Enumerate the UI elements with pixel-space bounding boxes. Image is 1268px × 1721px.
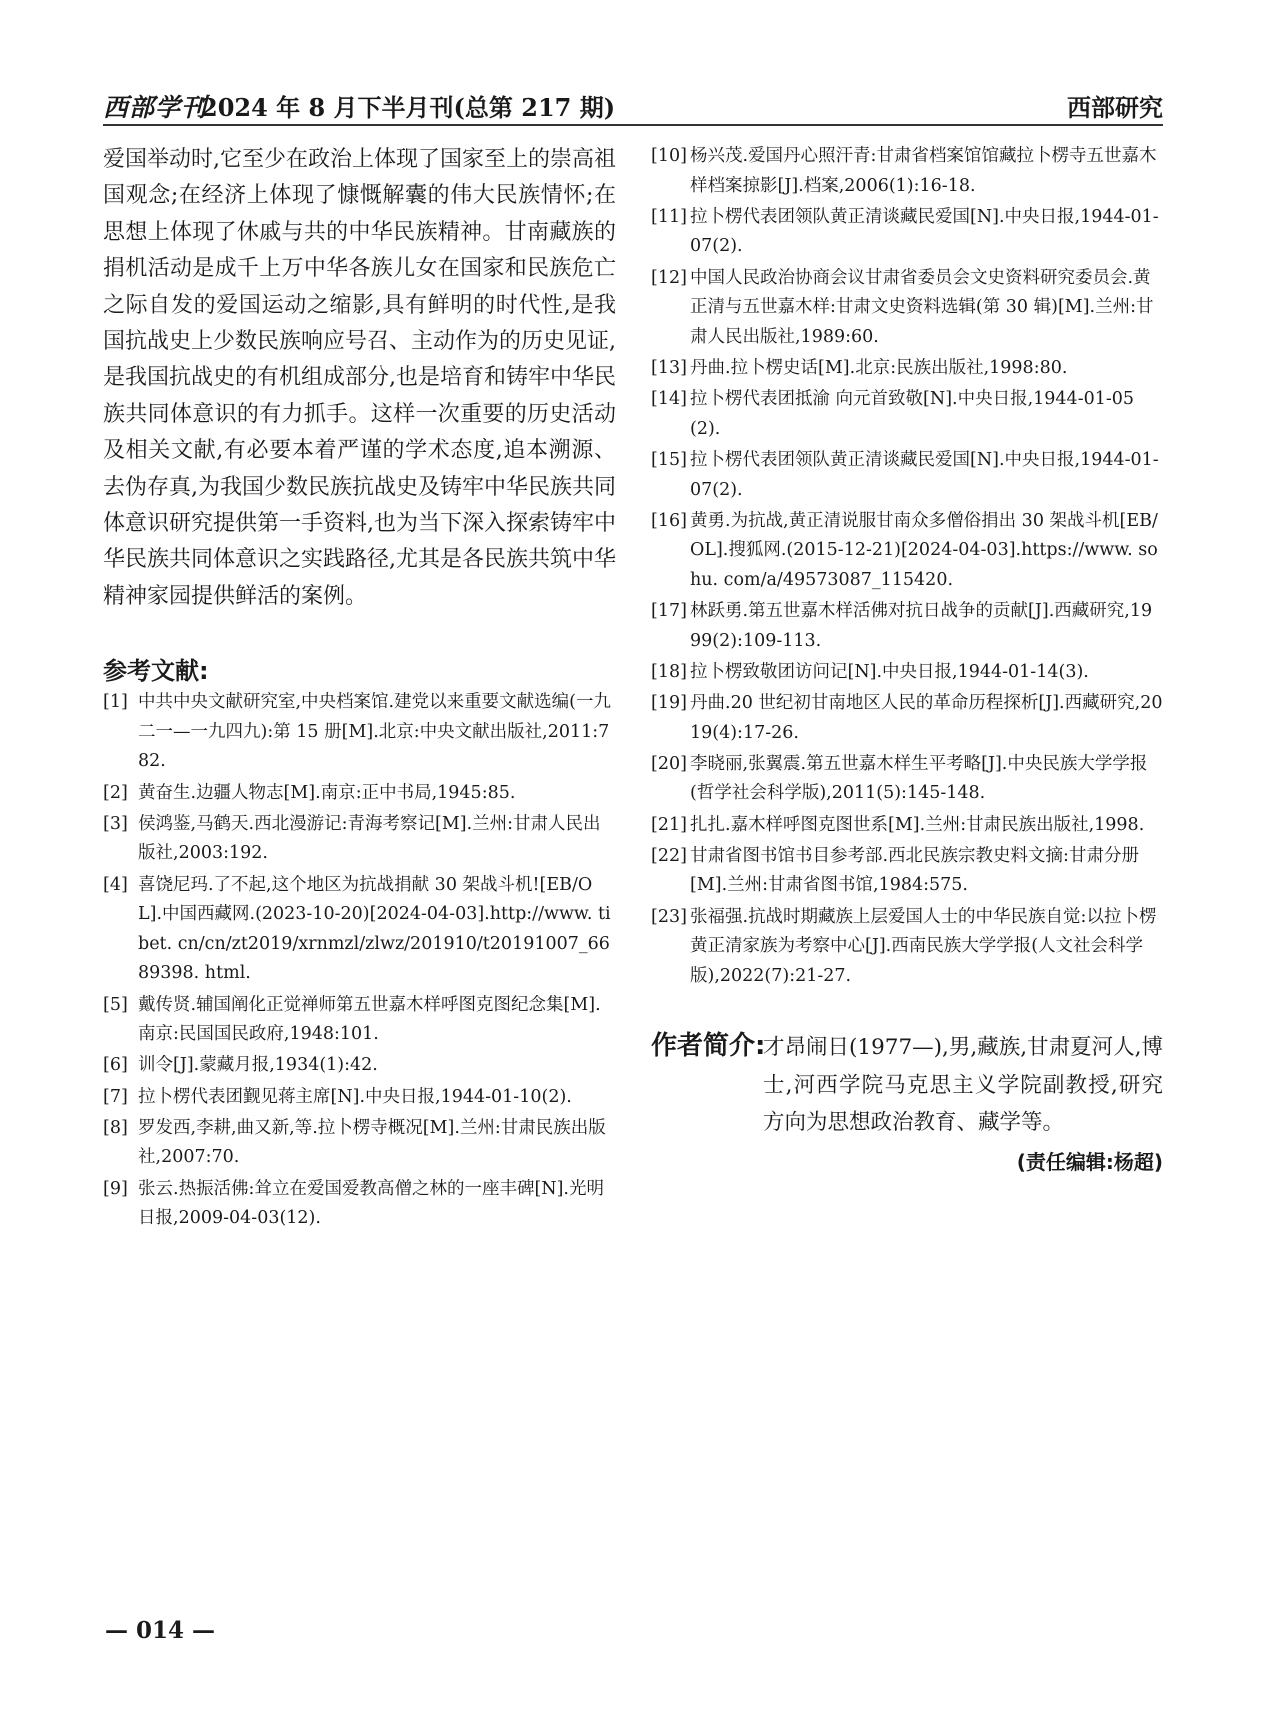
reference-number: [22] [651, 845, 687, 866]
reference-text: 林跃勇.第五世嘉木样活佛对抗日战争的贡献[J].西藏研究,1999(2):109-113. [690, 601, 1153, 651]
body-paragraph: 爱国举动时,它至少在政治上体现了国家至上的崇高祖国观念;在经济上体现了慷慨解囊的伟大民族情怀;在思想上体现了休戚与共的中华民族精神。甘南藏族的捐机活动是成千上万中华各族儿女在国家和民族危亡之际自发的爱国运动之缩影,具有鲜明的时代性,是我国抗战史上少数民族响应号召、主动作为的历史见证,是我国抗战史的有机组成部分,也是培育和铸牢中华民族共同体意识的有力抓手。这样一次重要的历史活动及相关文献,有必要本着严谨的学术态度,追本溯源、去伪存真,为我国少数民族抗战史及铸牢中华民族共同体意识研究提供第一手资料,也为当下深入探索铸牢中华民族共同体意识之实践路径,尤其是各民族共筑中华精神家园提供鲜活的案例。 [103, 147, 616, 609]
reference-item [651, 142, 1163, 201]
reference-number: [6] [103, 1055, 128, 1076]
reference-item [651, 203, 1163, 262]
reference-text: 拉卜楞代表团领队黄正清谈藏民爱国[N].中央日报,1944-01-07(2). [690, 449, 1159, 500]
reference-number: [5] [103, 994, 128, 1015]
reference-text: 罗发西,李耕,曲又新,等.拉卜楞寺概况[M].兰州:甘肃民族出版社,2007:70. [138, 1117, 606, 1168]
reference-number: [9] [103, 1178, 128, 1199]
reference-text: 拉卜楞代表团领队黄正清谈藏民爱国[N].中央日报,1944-01-07(2). [690, 206, 1159, 257]
reference-item [651, 264, 1163, 353]
journal-logo: 西部学刊 [103, 93, 208, 122]
reference-text: 张云.热振活佛:耸立在爱国爱教高僧之林的一座丰碑[N].光明日报,2009-04-03(12). [138, 1178, 604, 1229]
reference-number: [2] [103, 782, 128, 803]
reference-text: 张福强.抗战时期藏族上层爱国人士的中华民族自觉:以拉卜楞黄正清家族为考察中心[J].西南民族大学学报(人文社会科学版),2022(7):21-27. [690, 906, 1157, 986]
running-header [103, 88, 1163, 122]
reference-item [651, 354, 1163, 384]
reference-number: [1] [103, 692, 128, 713]
reference-text: 李晓丽,张翼震.第五世嘉木样生平考略[J].中央民族大学学报(哲学社会科学版),2011(5):145-148. [690, 753, 1148, 804]
header-rule [103, 124, 1163, 126]
reference-item [651, 750, 1163, 809]
author-text: 才昂闹日(1977—),男,藏族,甘肃夏河人,博士,河西学院马克思主义学院副教授,研究方向为思想政治教育、藏学等。 [763, 1035, 1163, 1136]
reference-item [103, 810, 616, 869]
reference-number: [11] [651, 206, 687, 227]
reference-item [103, 1114, 616, 1173]
reference-text: 丹曲.拉卜楞史话[M].北京:民族出版社,1998:80. [690, 357, 1068, 378]
reference-text: 拉卜楞致敬团访问记[N].中央日报,1944-01-14(3). [690, 661, 1089, 682]
reference-number: [17] [651, 601, 687, 622]
reference-number: [8] [103, 1117, 128, 1138]
reference-text: 黄奋生.边疆人物志[M].南京:正中书局,1945:85. [138, 782, 516, 803]
reference-number: [14] [651, 389, 687, 410]
author-bio [651, 1029, 1163, 1142]
reference-number: [7] [103, 1086, 128, 1107]
reference-item [651, 903, 1163, 992]
reference-item [103, 1051, 616, 1081]
reference-item [651, 658, 1163, 688]
reference-item [651, 507, 1163, 596]
reference-text: 拉卜楞代表团觐见蒋主席[N].中央日报,1944-01-10(2). [138, 1086, 572, 1107]
section-name: 西部研究 [1067, 94, 1163, 122]
reference-number: [19] [651, 693, 687, 714]
reference-text: 侯鸿鉴,马鹤天.西北漫游记:青海考察记[M].兰州:甘肃人民出版社,2003:192. [138, 813, 601, 864]
reference-text: 喜饶尼玛.了不起,这个地区为抗战捐献 30 架战斗机![EB/OL].中国西藏网.(2023-10-20)[2024-04-03].http://www. tibet. cn/cn/zt2019/xrnmzl/zlwz/201910/t20191007_6689398. html. [138, 874, 611, 984]
reference-item [651, 446, 1163, 505]
reference-text: 戴传贤.辅国阐化正觉禅师第五世嘉木样呼图克图纪念集[M].南京:民国国民政府,1948:101. [138, 994, 601, 1045]
reference-item [651, 842, 1163, 901]
left-column [103, 142, 616, 1235]
reference-number: [18] [651, 661, 687, 682]
responsible-editor: (责任编辑:杨超) [1016, 1149, 1163, 1174]
reference-number: [16] [651, 510, 687, 531]
reference-item [103, 871, 616, 989]
reference-text: 丹曲.20 世纪初甘南地区人民的革命历程探析[J].西藏研究,2019(4):17-26. [690, 693, 1163, 743]
reference-number: [13] [651, 357, 687, 378]
reference-item [103, 779, 616, 809]
reference-item [651, 385, 1163, 444]
reference-number: [20] [651, 753, 687, 774]
issue-info: 2024 年 8 月下半月刊(总第 217 期) [201, 93, 616, 122]
references-heading: 参考文献: [103, 657, 209, 686]
reference-item [103, 1175, 616, 1234]
right-column [651, 142, 1163, 1175]
reference-number: [12] [651, 267, 687, 288]
reference-item [651, 597, 1163, 656]
reference-text: 中国人民政治协商会议甘肃省委员会文史资料研究委员会.黄正清与五世嘉木样:甘肃文史资料选辑(第 30 辑)[M].兰州:甘肃人民出版社,1989:60. [690, 267, 1154, 347]
reference-text: 中共中央文献研究室,中央档案馆.建党以来重要文献选编(一九二一—一九四九):第 15 册[M].北京:中央文献出版社,2011:782. [138, 692, 611, 772]
reference-number: [4] [103, 874, 128, 895]
reference-text: 拉卜楞代表团抵渝 向元首致敬[N].中央日报,1944-01-05(2). [690, 389, 1135, 439]
reference-item [103, 1083, 616, 1113]
reference-item [651, 689, 1163, 748]
author-label: 作者简介: [651, 1031, 766, 1062]
reference-number: [3] [103, 813, 128, 834]
reference-item [103, 688, 616, 777]
reference-number: [10] [651, 146, 687, 166]
reference-number: [15] [651, 449, 687, 470]
reference-text: 杨兴茂.爱国丹心照汗青:甘肃省档案馆馆藏拉卜楞寺五世嘉木样档案掠影[J].档案,2006(1):16-18. [690, 146, 1157, 196]
page-number: — 014 — [105, 1617, 216, 1644]
reference-number: [23] [651, 906, 687, 927]
reference-text: 甘肃省图书馆书目参考部.西北民族宗教史料文摘:甘肃分册[M].兰州:甘肃省图书馆,1984:575. [690, 845, 1139, 896]
reference-text: 训令[J].蒙藏月报,1934(1):42. [138, 1055, 378, 1076]
reference-list-left [103, 688, 616, 1233]
reference-number: [21] [651, 814, 687, 835]
reference-item [651, 811, 1163, 841]
reference-text: 黄勇.为抗战,黄正清说服甘南众多僧俗捐出 30 架战斗机[EB/OL].搜狐网.(2015-12-21)[2024-04-03].https://www. sohu. com/a/49573087_115420. [690, 510, 1158, 590]
reference-text: 扎扎.嘉木样呼图克图世系[M].兰州:甘肃民族出版社,1998. [690, 814, 1145, 835]
reference-list-right [651, 142, 1163, 991]
reference-item [103, 991, 616, 1050]
